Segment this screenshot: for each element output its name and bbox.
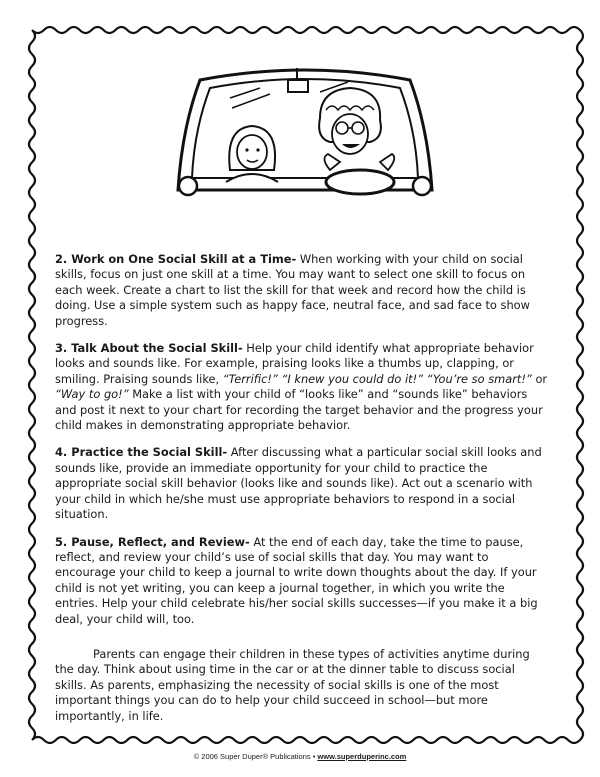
section-text: Make a list with your child of “looks like” and “sounds like” behaviors and post it next to your chart for recording the target behavior and the progress your child makes in demonstrating appropriate behavior. [55, 387, 543, 433]
section-pause-reflect-review [55, 535, 550, 627]
section-heading: 5. Pause, Reflect, and Review- [55, 534, 250, 549]
section-work-on-one-skill [55, 252, 550, 329]
section-practice-skill [55, 445, 550, 522]
copyright-text: © 2006 Super Duper® Publications • [193, 752, 318, 761]
section-talk-about-skill [55, 341, 550, 433]
praise-quote-way-to-go: “Way to go!” [55, 387, 129, 402]
section-heading: 2. Work on One Social Skill at a Time- [55, 252, 297, 266]
section-text: After discussing what a particular social skill looks and sounds like, provide an immediate opportunity for your child to practice the appropriate social skill behavior (looks like and sounds like). Act out a scenario with your child in which he/she must use appropriate behaviors to respond in a social situation. [55, 445, 542, 522]
website-link[interactable]: www.superduperinc.com [317, 752, 407, 761]
car-illustration [170, 58, 440, 208]
page-footer [0, 752, 600, 761]
section-text: When working with your child on social skills, focus on just one skill at a time. You may want to select one skill to focus on each week. Create a chart to list the skill for that week and record how the child is doing. Use a simple system such as happy face, neutral face, and sad face to show progress. [55, 252, 530, 328]
section-text: At the end of each day, take the time to pause, reflect, and review your child’s use of social skills that day. You may want to encourage your child to keep a journal to write down thoughts about the day. If your child is not yet writing, you can keep a journal together, in which you write the entries. Help your child celebrate his/her social skills successes—if you make it a big deal, your child will, too. [55, 534, 538, 626]
section-heading: 4. Practice the Social Skill- [55, 445, 228, 460]
section-text: Help your child identify what appropriate behavior looks and sounds like. For example, praising looks like a thumbs up, clapping, or smiling. Praising sounds like, [55, 341, 534, 386]
article-body [55, 252, 550, 736]
praise-quotes: “Terrific!” “I knew you could do it!” “You’re so smart!” [222, 371, 532, 386]
section-text: or [531, 371, 548, 386]
section-heading: 3. Talk About the Social Skill- [55, 341, 243, 356]
closing-paragraph: Parents can engage their children in these types of activities anytime during the day. Think about using time in the car or at the dinner table to discuss social skills. As parents, emphasizing the necessity of social skills is one of the most important things you can do to help your child succeed in school—but more importantly, in life. [55, 646, 530, 723]
